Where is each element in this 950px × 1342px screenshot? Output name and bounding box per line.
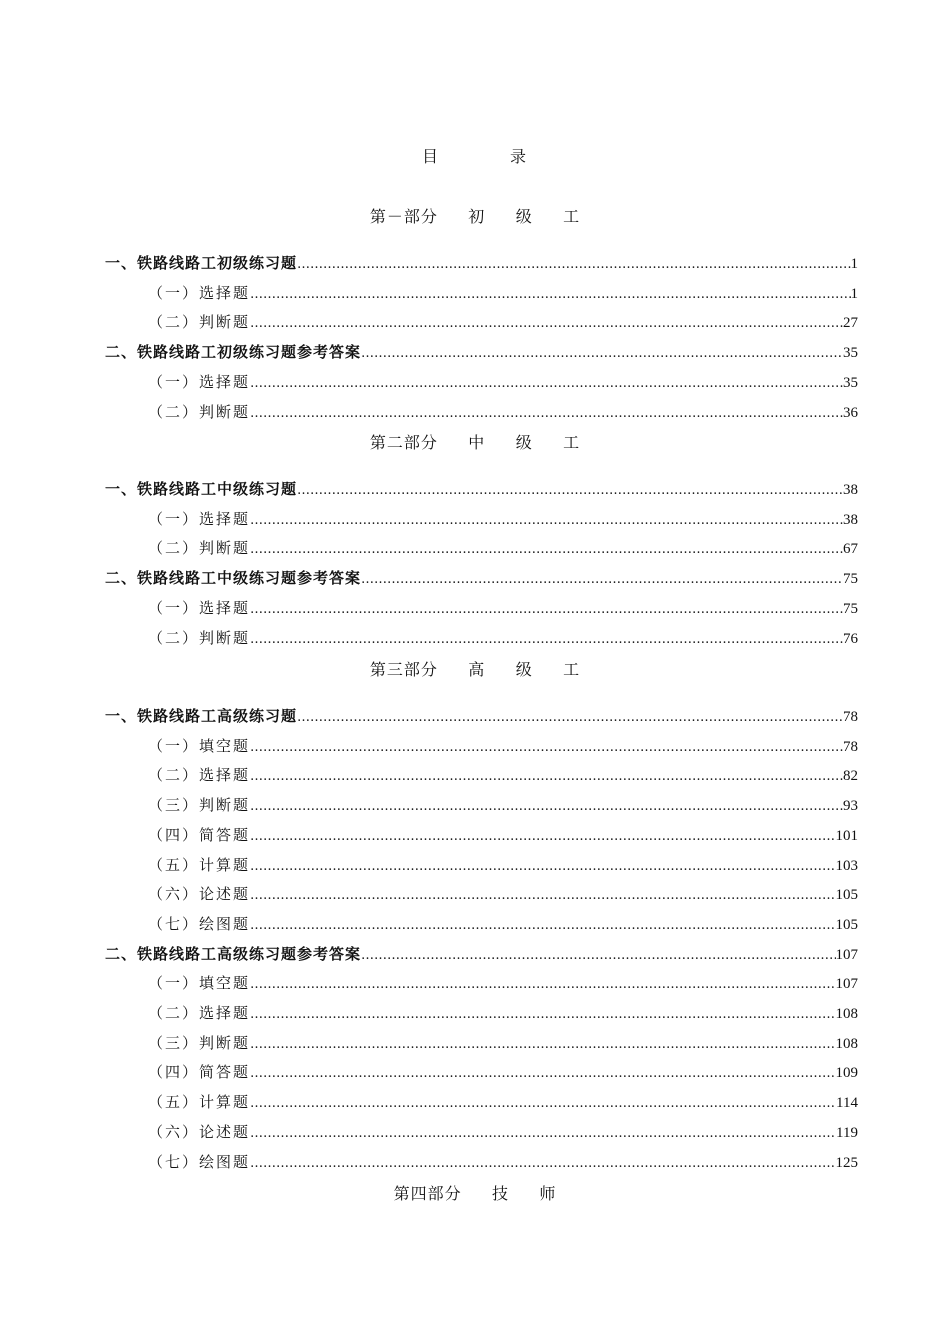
- dot-leader: [250, 1034, 835, 1056]
- toc-subsection-entry[interactable]: [148, 735, 858, 757]
- entry-label: 二、铁路线路工初级练习题参考答案: [105, 343, 362, 362]
- dot-leader: [250, 1123, 836, 1145]
- entry-page-number: 35: [843, 345, 858, 362]
- toc-subsection-entry[interactable]: [148, 824, 858, 846]
- toc-subsection-entry[interactable]: [148, 371, 858, 393]
- entry-label: （六）论述题: [148, 885, 251, 904]
- dot-leader: [250, 915, 835, 937]
- entry-label: 一、铁路线路工高级练习题: [105, 707, 298, 725]
- entry-page-number: 107: [835, 946, 858, 963]
- entry-label: （二）判断题: [148, 539, 251, 558]
- dot-leader: [250, 539, 843, 561]
- toc-subsection-entry[interactable]: [148, 401, 858, 423]
- entry-page-number: 36: [843, 404, 858, 421]
- entry-page-number: 78: [843, 709, 858, 725]
- part-heading: 第三部分 高 级 工: [369, 660, 581, 679]
- entry-page-number: 1: [850, 285, 858, 302]
- dot-leader: [250, 629, 843, 651]
- dot-leader: [250, 885, 835, 907]
- entry-label: （四）简答题: [148, 1063, 251, 1082]
- entry-label: （二）判断题: [148, 402, 251, 421]
- entry-label: 一、铁路线路工初级练习题: [105, 254, 298, 272]
- entry-label: 一、铁路线路工中级练习题: [105, 480, 298, 498]
- entry-page-number: 107: [835, 976, 858, 993]
- dot-leader: [297, 480, 843, 502]
- entry-page-number: 67: [843, 541, 858, 558]
- entry-label: （七）绘图题: [148, 914, 251, 933]
- dot-leader: [250, 1153, 835, 1175]
- entry-label: （四）简答题: [148, 825, 251, 844]
- toc-subsection-entry[interactable]: [148, 883, 858, 905]
- toc-subsection-entry[interactable]: [148, 597, 858, 619]
- toc-section-entry[interactable]: [105, 567, 858, 589]
- entry-page-number: 27: [843, 315, 858, 332]
- part-heading: 第四部分 技 师: [393, 1184, 557, 1203]
- entry-label: （一）选择题: [148, 372, 251, 391]
- entry-page-number: 105: [835, 887, 858, 904]
- entry-page-number: 35: [843, 374, 858, 391]
- part-heading: 第二部分 中 级 工: [369, 433, 581, 452]
- toc-section-entry[interactable]: [105, 341, 858, 363]
- dot-leader: [250, 796, 843, 818]
- entry-label: （二）选择题: [148, 1004, 251, 1022]
- dot-leader: [250, 826, 835, 848]
- toc-title-right: 录: [510, 147, 529, 166]
- dot-leader: [250, 856, 835, 878]
- toc-subsection-entry[interactable]: [148, 1061, 858, 1083]
- entry-page-number: 114: [836, 1095, 858, 1112]
- toc-subsection-entry[interactable]: [148, 1032, 858, 1054]
- entry-label: （一）填空题: [148, 736, 251, 755]
- dot-leader: [250, 1063, 835, 1085]
- toc-subsection-entry[interactable]: [148, 1091, 858, 1113]
- dot-leader: [361, 343, 843, 365]
- dot-leader: [361, 569, 843, 591]
- entry-page-number: 75: [843, 600, 858, 617]
- toc-section-entry[interactable]: [105, 478, 858, 500]
- entry-label: （六）论述题: [148, 1122, 251, 1141]
- entry-page-number: 93: [843, 798, 858, 815]
- dot-leader: [250, 766, 843, 788]
- entry-page-number: 76: [843, 630, 858, 647]
- dot-leader: [250, 510, 843, 532]
- entry-page-number: 38: [843, 482, 858, 498]
- entry-page-number: 101: [835, 827, 858, 844]
- entry-label: （一）选择题: [148, 283, 251, 302]
- entry-label: （二）判断题: [148, 628, 251, 647]
- toc-subsection-entry[interactable]: [148, 627, 858, 649]
- entry-label: （一）选择题: [148, 598, 251, 617]
- entry-page-number: 109: [835, 1065, 858, 1082]
- toc-subsection-entry[interactable]: [148, 1151, 858, 1173]
- toc-section-entry[interactable]: [105, 943, 858, 965]
- toc-subsection-entry[interactable]: [148, 508, 858, 530]
- entry-label: （五）计算题: [148, 1093, 251, 1112]
- dot-leader: [250, 974, 835, 996]
- entry-page-number: 78: [843, 738, 858, 755]
- toc-subsection-entry[interactable]: [148, 282, 858, 304]
- dot-leader: [297, 254, 850, 276]
- entry-page-number: 38: [843, 511, 858, 528]
- dot-leader: [361, 945, 835, 967]
- dot-leader: [250, 373, 843, 395]
- dot-leader: [250, 1093, 836, 1115]
- entry-label: 二、铁路线路工中级练习题参考答案: [105, 569, 362, 588]
- entry-page-number: 125: [835, 1154, 858, 1171]
- toc-subsection-entry[interactable]: [148, 913, 858, 935]
- entry-page-number: 75: [843, 571, 858, 588]
- toc-title-left: 目: [421, 147, 440, 166]
- dot-leader: [250, 737, 843, 759]
- dot-leader: [250, 599, 843, 621]
- entry-label: （二）判断题: [148, 313, 251, 332]
- toc-subsection-entry[interactable]: [148, 1121, 858, 1143]
- part-heading: 第－部分 初 级 工: [369, 207, 581, 226]
- toc-subsection-entry[interactable]: [148, 1002, 858, 1024]
- toc-subsection-entry[interactable]: [148, 537, 858, 559]
- entry-page-number: 103: [835, 857, 858, 874]
- dot-leader: [250, 1004, 835, 1026]
- entry-label: （二）选择题: [148, 766, 251, 785]
- entry-page-number: 108: [835, 1006, 858, 1022]
- entry-label: （一）选择题: [148, 509, 251, 528]
- entry-label: 二、铁路线路工高级练习题参考答案: [105, 944, 362, 963]
- toc-subsection-entry[interactable]: [148, 854, 858, 876]
- entry-page-number: 105: [835, 916, 858, 933]
- entry-page-number: 1: [850, 256, 858, 272]
- toc-subsection-entry[interactable]: [148, 972, 858, 994]
- dot-leader: [250, 313, 843, 335]
- entry-page-number: 119: [836, 1124, 858, 1141]
- toc-section-entry[interactable]: [105, 705, 858, 727]
- toc-subsection-entry[interactable]: [148, 311, 858, 333]
- entry-label: （一）填空题: [148, 974, 251, 993]
- dot-leader: [250, 284, 850, 306]
- toc-section-entry[interactable]: [105, 252, 858, 274]
- entry-page-number: 82: [843, 768, 858, 785]
- entry-label: （三）判断题: [148, 1033, 251, 1052]
- entry-label: （七）绘图题: [148, 1152, 251, 1171]
- entry-label: （五）计算题: [148, 855, 251, 874]
- toc-subsection-entry[interactable]: [148, 794, 858, 816]
- entry-label: （三）判断题: [148, 796, 251, 815]
- toc-subsection-entry[interactable]: [148, 764, 858, 786]
- toc-title: [0, 144, 950, 167]
- dot-leader: [297, 707, 843, 729]
- entry-page-number: 108: [835, 1035, 858, 1052]
- dot-leader: [250, 403, 843, 425]
